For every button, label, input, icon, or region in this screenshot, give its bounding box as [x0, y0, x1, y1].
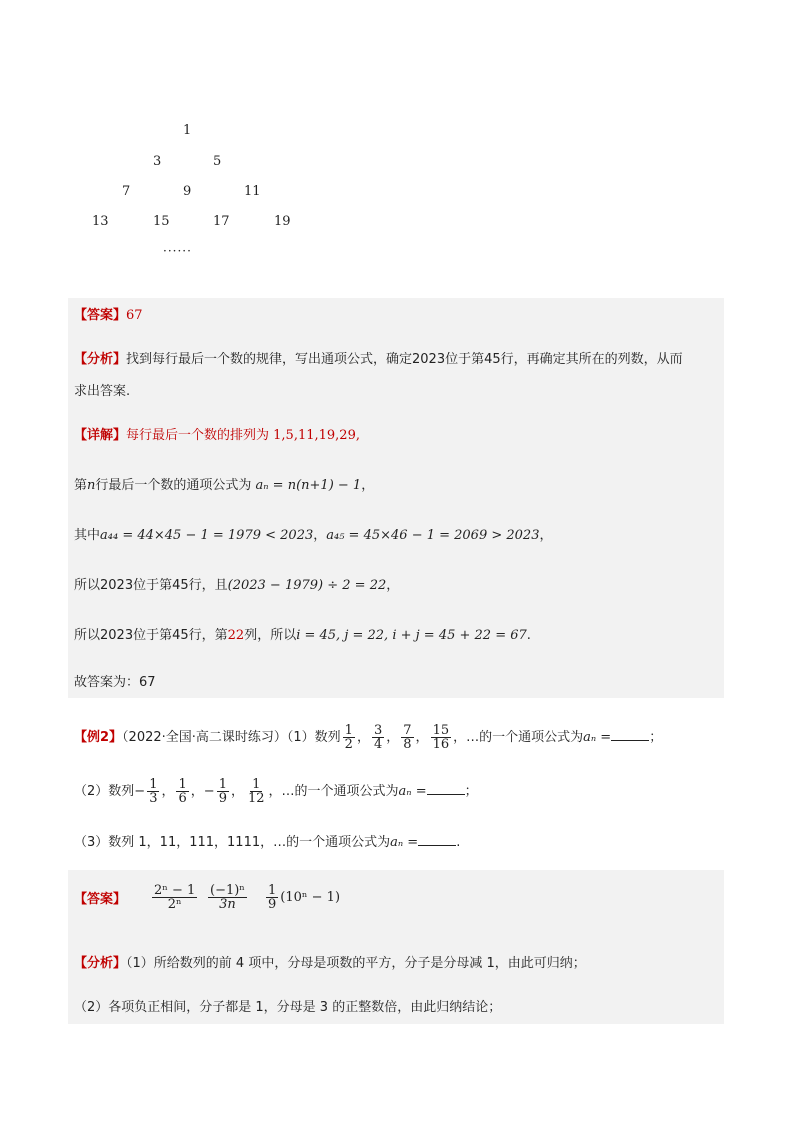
- formula: a₄₅ = 45×46 − 1 = 2069 > 2023: [326, 528, 540, 543]
- answer-value: 67: [126, 308, 143, 323]
- detail-text: 所以2023位于第45行，第: [74, 628, 228, 643]
- analysis-line-1: [74, 954, 718, 974]
- fraction: [217, 778, 229, 805]
- triangle-number: 15: [153, 214, 170, 229]
- answer-1: [150, 884, 199, 911]
- answer-tag: 【答案】: [74, 308, 127, 323]
- triangle-number: 17: [213, 214, 230, 229]
- formula: aₙ = n(n+1) − 1: [255, 478, 362, 493]
- triangle-ellipsis: ······: [163, 244, 192, 258]
- analysis-tag: 【分析】: [74, 352, 127, 367]
- fraction: [431, 724, 452, 751]
- numerator: 15: [432, 723, 450, 738]
- analysis-continuation: 求出答案.: [74, 384, 131, 399]
- detail-text: 其中: [74, 528, 101, 543]
- numerator: 2ⁿ − 1: [154, 883, 196, 898]
- answer-blank: [611, 727, 649, 741]
- punctuation: ，: [539, 528, 553, 543]
- example-tag: 【例2】: [74, 730, 123, 745]
- answer-tag: 【答案】: [74, 892, 127, 907]
- denominator: 6: [178, 791, 187, 806]
- term-symbol: aₙ: [583, 730, 597, 745]
- detail-text: 列，所以: [244, 628, 297, 643]
- numerator: 1: [344, 723, 353, 738]
- punctuation: ，: [386, 730, 400, 745]
- denominator: 9: [268, 897, 277, 912]
- equals-sign: =: [596, 730, 612, 745]
- answer-blank: [427, 781, 465, 795]
- detail-tag: 【详解】: [74, 428, 127, 443]
- triangle-number: 5: [213, 154, 222, 169]
- analysis-tag: 【分析】: [74, 956, 127, 971]
- formula: (2023 − 1979) ÷ 2 = 22: [227, 578, 387, 593]
- example-2-question-3: [74, 832, 460, 853]
- punctuation: ，: [313, 528, 327, 543]
- question-text: ，…的一个通项公式为: [268, 784, 399, 799]
- punctuation: ，: [356, 730, 370, 745]
- example-2-question-2: [74, 778, 478, 805]
- answer-3: [264, 884, 340, 911]
- formula: a₄₄ = 44×45 − 1 = 1979 < 2023: [100, 528, 314, 543]
- fraction: [246, 778, 267, 805]
- term-symbol: aₙ: [398, 784, 412, 799]
- solution-block-1: [68, 298, 724, 698]
- question-text: （2）数列: [74, 784, 135, 799]
- equals-sign: =: [403, 835, 419, 850]
- detail-line-3: [74, 526, 718, 546]
- punctuation: .: [526, 628, 531, 643]
- detail-line-5: [74, 626, 718, 646]
- numerator: 1: [149, 777, 158, 792]
- sign: −: [203, 784, 215, 799]
- fraction: [401, 724, 413, 751]
- triangle-number: 9: [183, 184, 192, 199]
- expression: (10ⁿ − 1): [280, 890, 341, 905]
- detail-line-4: [74, 576, 718, 596]
- detail-text: 第: [74, 478, 88, 493]
- detail-line-2: [74, 476, 718, 496]
- detail-text: 每行最后一个数的排列为: [126, 428, 274, 443]
- punctuation: ；: [464, 784, 478, 799]
- detail-text: 行最后一个数的通项公式为: [95, 478, 256, 493]
- denominator: 2: [344, 737, 353, 752]
- detail-line-1: [74, 426, 718, 446]
- denominator: 12: [247, 791, 265, 806]
- equals-sign: =: [411, 784, 427, 799]
- fraction: [176, 778, 188, 805]
- conclusion-line: 故答案为：67: [74, 675, 156, 690]
- punctuation: ，: [415, 730, 429, 745]
- punctuation: .: [456, 835, 461, 850]
- detail-sequence: 1,5,11,19,29,: [273, 428, 360, 443]
- punctuation: ，: [161, 784, 175, 799]
- triangle-number: 19: [274, 214, 291, 229]
- numerator: 7: [403, 723, 412, 738]
- triangle-number: 3: [153, 154, 162, 169]
- punctuation: ，: [361, 478, 375, 493]
- analysis-text: （1）所给数列的前 4 项中，分母是项数的平方，分子是分母减 1，由此可归纳；: [126, 956, 586, 971]
- answer-2: [206, 884, 249, 911]
- numerator: (−1)ⁿ: [210, 883, 245, 898]
- question-text: （3）数列 1，11，111，1111，…的一个通项公式为: [74, 835, 391, 850]
- question-text: ，…的一个通项公式为: [453, 730, 584, 745]
- numerator: 1: [218, 777, 227, 792]
- denominator: 9: [218, 791, 227, 806]
- denominator: 16: [432, 737, 450, 752]
- punctuation: ，: [386, 578, 400, 593]
- fraction: [147, 778, 159, 805]
- fraction: [343, 724, 355, 751]
- solution-block-2: [68, 870, 724, 1024]
- punctuation: ，: [230, 784, 244, 799]
- answer-blank: [418, 832, 456, 846]
- numerator: 1: [178, 777, 187, 792]
- example-2-question-1: [74, 724, 662, 751]
- analysis-text: 找到每行最后一个数的规律，写出通项公式，确定2023位于第45行，再确定其所在的列数，从而: [126, 352, 683, 367]
- variable-n: n: [87, 478, 96, 493]
- punctuation: ；: [649, 730, 663, 745]
- fraction: [372, 724, 384, 751]
- formula: i = 45, j = 22, i + j = 45 + 22 = 67: [296, 628, 527, 643]
- triangle-number: 11: [244, 184, 261, 199]
- denominator: 8: [403, 737, 412, 752]
- term-symbol: aₙ: [390, 835, 404, 850]
- numerator: 1: [252, 777, 261, 792]
- denominator: 4: [373, 737, 383, 752]
- analysis-line: [74, 350, 718, 370]
- triangle-number: 1: [183, 123, 192, 138]
- triangle-number: 7: [122, 184, 131, 199]
- analysis-line-2: （2）各项负正相间，分子都是 1，分母是 3 的正整数倍，由此归纳结论；: [74, 1000, 502, 1015]
- numerator: 3: [373, 723, 383, 738]
- answer-line: [74, 306, 718, 326]
- denominator: 3n: [219, 897, 236, 912]
- denominator: 3: [149, 791, 158, 806]
- triangle-number: 13: [92, 214, 109, 229]
- detail-text: 所以2023位于第45行，且: [74, 578, 228, 593]
- sign: −: [134, 784, 146, 799]
- punctuation: ，: [190, 784, 204, 799]
- denominator: 2ⁿ: [167, 897, 182, 912]
- example-source: （2022·全国·高二课时练习）（1）数列: [122, 730, 341, 745]
- numerator: 1: [268, 883, 277, 898]
- column-number: 22: [227, 628, 245, 643]
